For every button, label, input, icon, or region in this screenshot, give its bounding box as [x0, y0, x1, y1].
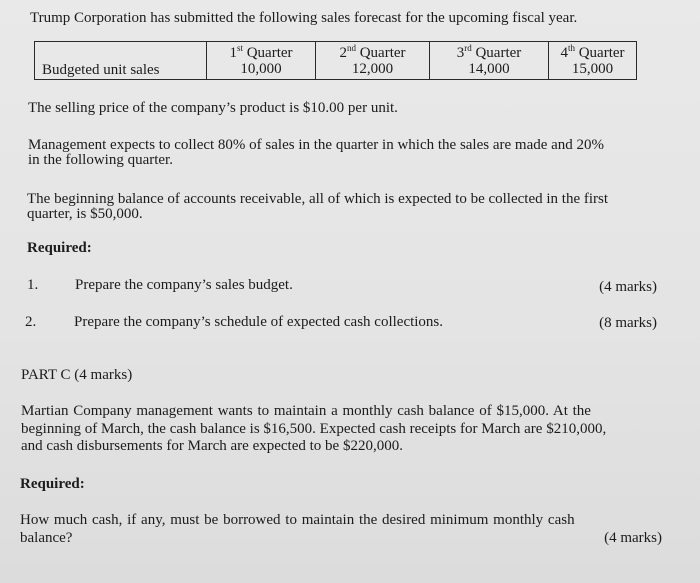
quarter-header: 1st Quarter: [229, 42, 293, 61]
quarter-cell-3: [430, 42, 549, 80]
collection-text-line-1: Management expects to collect 80% of sales in the quarter in which the sales are made and 20%: [28, 137, 605, 153]
item-text: Prepare the company’s schedule of expected cash collections.: [74, 314, 444, 330]
intro-text: Trump Corporation has submitted the following sales forecast for the upcoming fiscal year.: [30, 10, 578, 26]
required-heading: Required:: [27, 240, 92, 256]
quarter-value: 14,000: [468, 60, 510, 77]
question-line-2: balance?: [20, 530, 73, 546]
question-marks: (4 marks): [604, 530, 662, 546]
sales-forecast-table: [34, 41, 637, 80]
question-line-1: How much cash, if any, must be borrowed to maintain the desired minimum monthly cash: [20, 512, 575, 528]
martian-text-line-2: beginning of March, the cash balance is $16,500. Expected cash receipts for March are $210,000,: [21, 421, 607, 437]
required-heading-part-c: Required:: [20, 476, 85, 492]
row-label-cell: [35, 42, 207, 80]
item-number: 1.: [27, 277, 39, 293]
item-marks: (8 marks): [599, 315, 657, 331]
row-label: Budgeted unit sales: [42, 62, 160, 78]
quarter-header: 3rd Quarter: [456, 42, 522, 61]
part-c-title: PART C (4 marks): [21, 367, 133, 383]
receivable-text-line-2: quarter, is $50,000.: [27, 206, 143, 222]
item-marks: (4 marks): [599, 279, 657, 295]
price-text: The selling price of the company’s product is $10.00 per unit.: [28, 100, 398, 116]
item-text: Prepare the company’s sales budget.: [75, 277, 293, 293]
quarter-value: 15,000: [571, 60, 614, 77]
quarter-cell-1: [207, 42, 316, 80]
quarter-header: 2nd Quarter: [339, 42, 406, 61]
quarter-value: 12,000: [351, 60, 394, 77]
quarter-cell-4: [549, 42, 637, 80]
quarter-cell-2: [316, 42, 430, 80]
martian-text-line-3: and cash disbursements for March are expected to be $220,000.: [21, 438, 403, 454]
quarter-value: 10,000: [240, 60, 282, 77]
martian-text-line-1: Martian Company management wants to maintain a monthly cash balance of $15,000. At the: [21, 403, 591, 419]
table-row: [35, 42, 637, 80]
receivable-text-line-1: The beginning balance of accounts receivable, all of which is expected to be collected in the first: [27, 191, 609, 207]
quarter-header: 4th Quarter: [560, 42, 625, 61]
collection-text-line-2: in the following quarter.: [28, 152, 173, 168]
item-number: 2.: [25, 314, 37, 330]
